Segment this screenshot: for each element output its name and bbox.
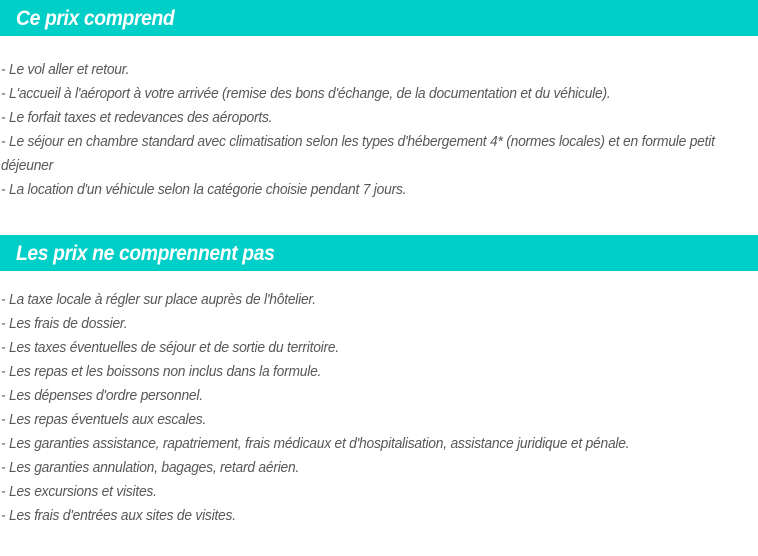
list-item: - Le vol aller et retour.	[1, 62, 130, 78]
list-item: - La taxe locale à régler sur place auprès de l'hôtelier.	[1, 292, 316, 308]
list-item: - Le séjour en chambre standard avec climatisation selon les types d'hébergement 4* (normes locales) et en formule petit déjeuner	[1, 134, 715, 174]
section-title-included: Ce prix comprend	[16, 6, 175, 30]
list-item: - Les taxes éventuelles de séjour et de sortie du territoire.	[1, 340, 339, 356]
spacer-below-included-header	[0, 36, 758, 58]
list-item: - Les repas éventuels aux escales.	[1, 412, 207, 428]
list-item: - Les garanties assistance, rapatriement, frais médicaux et d'hospitalisation, assistance juridique et pénale.	[1, 436, 630, 452]
section-header-included	[0, 0, 758, 36]
section-body-excluded	[0, 288, 758, 528]
list-item: - Les frais de dossier.	[1, 316, 128, 332]
list-item: - Les dépenses d'ordre personnel.	[1, 388, 203, 404]
spacer-below-excluded-header	[0, 271, 758, 288]
list-item: - Les garanties annulation, bagages, retard aérien.	[1, 460, 300, 476]
spacer-between-sections	[0, 202, 758, 235]
section-title-excluded: Les prix ne comprennent pas	[16, 241, 275, 265]
list-item: - Les excursions et visites.	[1, 484, 157, 500]
list-item: - Les repas et les boissons non inclus dans la formule.	[1, 364, 322, 380]
list-item: - Le forfait taxes et redevances des aéroports.	[1, 110, 273, 126]
section-header-excluded	[0, 235, 758, 271]
list-item: - La location d'un véhicule selon la catégorie choisie pendant 7 jours.	[1, 182, 407, 198]
list-item: - Les frais d'entrées aux sites de visites.	[1, 508, 236, 524]
section-body-included	[0, 58, 758, 202]
list-item: - L'accueil à l'aéroport à votre arrivée (remise des bons d'échange, de la documentation et du véhicule).	[1, 86, 611, 102]
